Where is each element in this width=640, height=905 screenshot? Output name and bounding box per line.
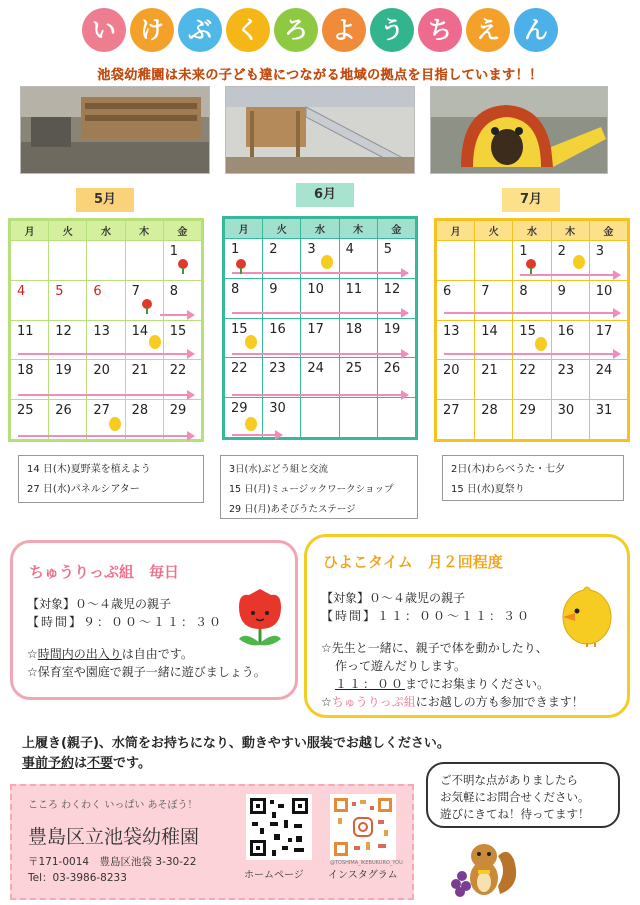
homepage-qr-icon[interactable]: [246, 794, 312, 860]
hiyoko-note3: [335, 675, 549, 693]
day-cell: 27: [437, 400, 475, 440]
homepage-qr-label: ホームページ: [244, 870, 304, 881]
day-cell-holiday: 6: [87, 280, 125, 320]
day-cell: 15: [163, 320, 201, 360]
day-cell: 24: [589, 360, 627, 400]
day-cell: 23: [551, 360, 589, 400]
target-value: ０～４歳児の親子: [369, 591, 466, 605]
day-cell: 14: [475, 320, 513, 360]
weekday-header: 木: [125, 221, 163, 241]
note-text: までにお集まりください。: [405, 677, 550, 691]
weekday-header: 水: [513, 221, 551, 241]
event-item: 29 日(月)あそびうたステージ: [229, 504, 356, 515]
day-cell: [377, 398, 415, 438]
event-item: 2日(木)わらべうた・七夕: [451, 464, 566, 475]
day-cell: [125, 241, 163, 281]
day-cell: [437, 241, 475, 281]
target-label: 【対象】: [321, 591, 370, 605]
calendar-may: [8, 218, 204, 442]
instagram-qr-icon[interactable]: [330, 794, 396, 860]
day-cell: 19: [377, 318, 415, 358]
title-char: く: [226, 8, 270, 52]
schedule-arrow: [18, 435, 194, 437]
playground-photo-2: [225, 86, 415, 174]
day-cell: 25: [11, 400, 49, 440]
chick-icon: [534, 336, 548, 351]
hiyoko-title: ひよこタイム 月２回程度: [323, 553, 503, 571]
instagram-qr-label: インスタグラム: [328, 870, 398, 881]
day-cell: 3: [589, 241, 627, 281]
weekday-header: 木: [551, 221, 589, 241]
bring-items-note: 上履き(親子)、水筒をお持ちになり、動きやすい服装でお越しください。: [22, 736, 450, 751]
events-june: [220, 455, 418, 519]
churippu-box: [10, 540, 298, 700]
day-cell: 2: [551, 241, 589, 281]
hiyoko-note4: [321, 693, 584, 711]
note-emphasis: 不要: [87, 756, 114, 771]
hiyoko-note1: ☆先生と一緒に、親子で体を動かしたり、: [321, 641, 548, 655]
day-cell: 1: [163, 241, 201, 281]
contact-bubble: [426, 762, 620, 828]
title-char: ち: [418, 8, 462, 52]
day-cell: 17: [589, 320, 627, 360]
note-emphasis: 時間内の出入り: [37, 647, 122, 661]
target-label: 【対象】: [27, 597, 76, 611]
day-cell: 16: [263, 318, 301, 358]
chick-icon: [572, 254, 586, 269]
note-emphasis: ちゅうりっぷ組: [331, 695, 416, 709]
day-cell: 8: [163, 280, 201, 320]
day-cell: 7: [475, 280, 513, 320]
hiyoko-note2: 作って遊んだりします。: [335, 659, 467, 673]
day-cell: 6: [437, 280, 475, 320]
day-cell: 23: [263, 358, 301, 398]
chick-icon: [244, 416, 258, 431]
time-value: ９：００～１１：３０: [83, 615, 224, 629]
schedule-arrow: [444, 312, 620, 314]
weekday-header: 月: [437, 221, 475, 241]
schedule-arrow: [232, 272, 408, 274]
day-cell: 15: [225, 318, 263, 358]
chick-icon: [320, 254, 334, 269]
squirrel-mascot-icon: [448, 836, 522, 898]
note-text: は: [74, 756, 88, 771]
title-char: ろ: [274, 8, 318, 52]
schedule-arrow: [232, 312, 408, 314]
hiyoko-target: [321, 589, 465, 607]
title-char: う: [370, 8, 414, 52]
churippu-target: [27, 595, 171, 613]
weekday-header: 月: [11, 221, 49, 241]
month-label-july: 7月: [502, 188, 560, 212]
day-cell: 10: [301, 278, 339, 318]
churippu-note1: [27, 645, 193, 663]
day-cell: 26: [49, 400, 87, 440]
day-cell: 22: [513, 360, 551, 400]
chick-icon: [244, 334, 258, 349]
day-cell: 9: [551, 280, 589, 320]
day-cell: 11: [11, 320, 49, 360]
event-item: 15 日(月)ミュージックワークショップ: [229, 484, 394, 495]
day-cell: 26: [377, 358, 415, 398]
day-cell: 13: [437, 320, 475, 360]
day-cell: 8: [513, 280, 551, 320]
tulip-icon: [234, 258, 248, 274]
slogan: こころ わくわく いっぱい あそぼう！: [28, 800, 198, 811]
title-row: [82, 8, 558, 60]
day-cell: 29: [225, 398, 263, 438]
event-item: 3日(水)ぶどう組と交流: [229, 464, 328, 475]
events-may: [18, 455, 204, 503]
day-cell: 18: [11, 360, 49, 400]
hiyoko-box: [304, 534, 630, 718]
chick-icon: [108, 416, 122, 431]
event-item: 14 日(木)夏野菜を植えよう: [27, 464, 151, 475]
footer-card: [10, 784, 414, 900]
calendar-june: [222, 216, 418, 440]
time-label: 【時間】: [27, 615, 84, 629]
weekday-header: 火: [49, 221, 87, 241]
instagram-handle: @TOSHIMA_IKEBUKURO_YOU: [330, 860, 403, 866]
weekday-header: 月: [225, 219, 263, 239]
day-cell: 27: [87, 400, 125, 440]
day-cell: 19: [49, 360, 87, 400]
lion-tunnel-photo: [430, 86, 608, 174]
day-cell: 15: [513, 320, 551, 360]
weekday-header: 水: [87, 221, 125, 241]
weekday-header: 木: [339, 219, 377, 239]
day-cell: 5: [377, 239, 415, 279]
month-label-june: 6月: [296, 183, 354, 207]
day-cell: 1: [513, 241, 551, 281]
bubble-line: ご不明な点がありましたら: [440, 773, 578, 787]
title-char: け: [130, 8, 174, 52]
title-char: ん: [514, 8, 558, 52]
events-july: [442, 455, 624, 501]
day-cell: 21: [475, 360, 513, 400]
day-cell: 3: [301, 239, 339, 279]
day-cell: 24: [301, 358, 339, 398]
schedule-arrow: [18, 353, 194, 355]
title-char: い: [82, 8, 126, 52]
day-cell: [11, 241, 49, 281]
churippu-title: ちゅうりっぷ組 毎日: [29, 563, 180, 581]
day-cell: 29: [163, 400, 201, 440]
note-text: です。: [113, 756, 152, 771]
tulip-icon: [524, 258, 538, 274]
event-item: 15 日(水)夏祭り: [451, 484, 525, 495]
event-item: 27 日(水)パネルシアター: [27, 484, 140, 495]
day-cell: 22: [163, 360, 201, 400]
tulip-icon: [140, 298, 154, 314]
bubble-line: 遊びにきてね！待ってます！: [440, 807, 590, 821]
note-emphasis: 事前予約: [22, 756, 75, 771]
hiyoko-time: [321, 607, 531, 625]
note-prefix: ☆: [321, 695, 332, 709]
school-name: 豊島区立池袋幼稚園: [28, 826, 200, 848]
weekday-header: 火: [263, 219, 301, 239]
day-cell: 25: [339, 358, 377, 398]
day-cell: 29: [513, 400, 551, 440]
playground-photo-1: [20, 86, 210, 174]
schedule-arrow: [160, 314, 194, 316]
day-cell: [475, 241, 513, 281]
subtitle: 池袋幼稚園は未来の子ども達につながる地域の拠点を目指しています！！: [97, 68, 543, 83]
day-cell: 30: [551, 400, 589, 440]
day-cell: 18: [339, 318, 377, 358]
note-emphasis: １１：００: [335, 677, 406, 691]
note-text: は自由です。: [121, 647, 193, 661]
day-cell: [49, 241, 87, 281]
day-cell: 30: [263, 398, 301, 438]
day-cell: [301, 398, 339, 438]
day-cell: 7: [125, 280, 163, 320]
day-cell: [87, 241, 125, 281]
schedule-arrow: [18, 394, 194, 396]
note-text: にお越しの方も参加できます！: [415, 695, 584, 709]
day-cell-holiday: 5: [49, 280, 87, 320]
day-cell: 4: [339, 239, 377, 279]
day-cell-holiday: 4: [11, 280, 49, 320]
target-value: ０～４歳児の親子: [75, 597, 172, 611]
day-cell: 28: [125, 400, 163, 440]
day-cell: 31: [589, 400, 627, 440]
day-cell: 20: [437, 360, 475, 400]
schedule-arrow: [444, 353, 620, 355]
churippu-note2: ☆保育室や園庭で親子一緒に遊びましょう。: [27, 665, 266, 679]
time-value: １１：００～１１：３０: [377, 609, 532, 623]
churippu-time: [27, 613, 223, 631]
day-cell: 1: [225, 239, 263, 279]
day-cell: 20: [87, 360, 125, 400]
weekday-header: 金: [377, 219, 415, 239]
schedule-arrow: [232, 353, 408, 355]
calendar-july: [434, 218, 630, 442]
address: 〒171-0014 豊島区池袋 3-30-22: [28, 856, 197, 868]
weekday-header: 火: [475, 221, 513, 241]
title-char: よ: [322, 8, 366, 52]
day-cell: [339, 398, 377, 438]
tulip-illustration-icon: [231, 587, 289, 649]
title-char: え: [466, 8, 510, 52]
schedule-arrow: [520, 274, 620, 276]
day-cell: 28: [475, 400, 513, 440]
phone: Tel：03-3986-8233: [28, 872, 127, 884]
chick-illustration-icon: [553, 581, 615, 647]
day-cell: 8: [225, 278, 263, 318]
weekday-header: 金: [589, 221, 627, 241]
day-cell: 16: [551, 320, 589, 360]
title-char: ぶ: [178, 8, 222, 52]
day-cell: 21: [125, 360, 163, 400]
time-label: 【時間】: [321, 609, 378, 623]
weekday-header: 金: [163, 221, 201, 241]
weekday-header: 水: [301, 219, 339, 239]
bubble-line: お気軽にお問合せください。: [440, 790, 590, 804]
day-cell: 11: [339, 278, 377, 318]
day-cell: 9: [263, 278, 301, 318]
note-prefix: ☆: [27, 647, 38, 661]
day-cell: 12: [377, 278, 415, 318]
tulip-icon: [176, 258, 190, 274]
day-cell: 22: [225, 358, 263, 398]
reservation-note: [22, 754, 151, 774]
day-cell: 10: [589, 280, 627, 320]
chick-icon: [148, 334, 162, 349]
month-label-may: 5月: [76, 188, 134, 212]
schedule-arrow: [232, 394, 408, 396]
day-cell: 14: [125, 320, 163, 360]
day-cell: 17: [301, 318, 339, 358]
schedule-arrow: [232, 434, 282, 436]
day-cell: 12: [49, 320, 87, 360]
day-cell: 2: [263, 239, 301, 279]
day-cell: 13: [87, 320, 125, 360]
